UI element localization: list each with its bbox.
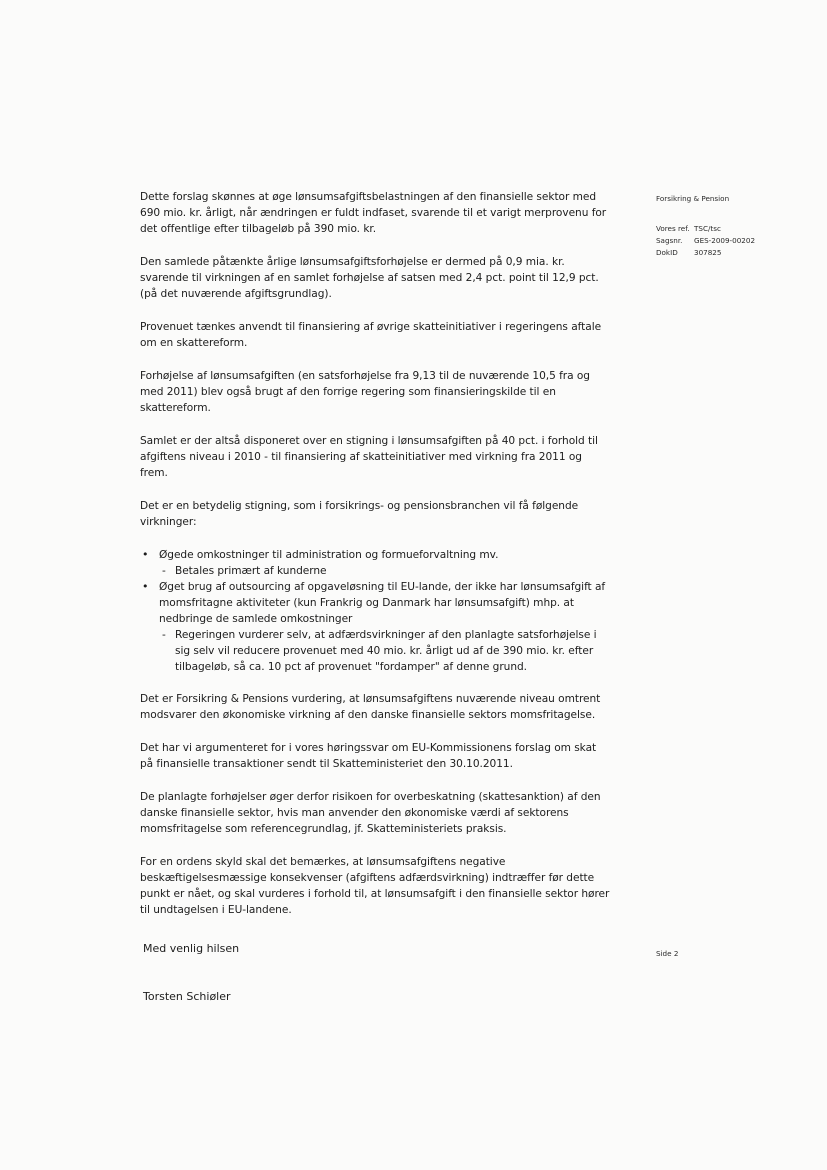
reference-sidebar [656,193,806,259]
reference-value: TSC/tsc [694,224,721,233]
list-item [140,579,610,675]
reference-label: Sagsnr. [656,236,683,245]
reference-label: DokID [656,248,678,257]
list-item-text: Øget brug af outsourcing af opgaveløsning til EU-lande, der ikke har lønsumsafgift af momsfritagne aktiviteter (kun Frankrig og Danmark har lønsumsafgift) mhp. at nedbringe de samlede omkostninger [159,581,606,625]
paragraph-10: For en ordens skyld skal det bemærkes, at lønsumsafgiftens negative beskæftigelsesmæssige konsekvenser (afgiftens adfærdsvirkning) indtræffer før dette punkt er nået, og skal vurderes i forhold til, at lønsumsafgift i den finansielle sektor hører til undtagelsen i EU-landene. [140,856,610,916]
reference-row [656,247,755,259]
closing-greeting: Med venlig hilsen [143,942,240,955]
paragraph-9: De planlagte forhøjelser øger derfor risikoen for overbeskatning (skattesanktion) af den danske finansielle sektor, hvis man anvender den økonomiske værdi af sektorens momsfritagelse som referencegrundlag, jf. Skatteministeriets praksis. [140,791,601,835]
paragraph-8: Det har vi argumenteret for i vores høringssvar om EU-Kommissionens forslag om skat på finansielle transaktioner sendt til Skatteministeriet den 30.10.2011. [140,742,597,770]
reference-table [656,223,755,259]
sub-list [159,627,610,675]
page-number: Side 2 [656,949,679,958]
paragraph-2: Den samlede påtænkte årlige lønsumsafgiftsforhøjelse er dermed på 0,9 mia. kr. svarende til virkningen af en samlet forhøjelse af satsen med 2,4 pct. point til 12,9 pct. (på det nuværende afgiftsgrundlag). [140,256,599,300]
letter-body [140,189,610,935]
paragraph-1: Dette forslag skønnes at øge lønsumsafgiftsbelastningen af den finansielle sektor med 690 mio. kr. årligt, når ændringen er fuldt indfaset, svarende til et varigt merprovenu for det offentlige efter tilbageløb på 390 mio. kr. [140,191,607,235]
paragraph-5: Samlet er der altså disponeret over en stigning i lønsumsafgiften på 40 pct. i forhold til afgiftens niveau i 2010 - til finansiering af skatteinitiativer med virkning fra 2011 og frem. [140,435,598,479]
list-item [140,547,610,579]
paragraph-4: Forhøjelse af lønsumsafgiften (en satsforhøjelse fra 9,13 til de nuværende 10,5 fra og med 2011) blev også brugt af den forrige regering som finansieringskilde til en skattereform. [140,370,590,414]
paragraph-7: Det er Forsikring & Pensions vurdering, at lønsumsafgiftens nuværende niveau omtrent modsvarer den økonomiske virkning af den danske finansielle sektors momsfritagelse. [140,693,601,721]
signature-name: Torsten Schiøler [143,990,231,1003]
sub-list-item: - Regeringen vurderer selv, at adfærdsvirkninger af den planlagte satsforhøjelse i sig selv vil reducere provenuet med 40 mio. kr. årligt ud af de 390 mio. kr. efter tilbageløb, så ca. 10 pct af provenuet "fordamper" af denne grund. [159,627,610,675]
paragraph-6: Det er en betydelig stigning, som i forsikrings- og pensionsbranchen vil få følgende virkninger: [140,500,579,528]
reference-row [656,235,755,247]
sub-list-item: - Betales primært af kunderne [159,563,610,579]
list-item-text: Øgede omkostninger til administration og formueforvaltning mv. [159,549,499,561]
reference-row [656,223,755,235]
paragraph-3: Provenuet tænkes anvendt til finansiering af øvrige skatteinitiativer i regeringens aftale om en skattereform. [140,321,602,349]
sub-list [159,563,610,579]
organization-name: Forsikring & Pension [656,194,730,203]
reference-label: Vores ref. [656,224,690,233]
reference-value: 307825 [694,248,722,257]
reference-value: GES-2009-00202 [694,236,756,245]
consequences-list [140,547,610,675]
